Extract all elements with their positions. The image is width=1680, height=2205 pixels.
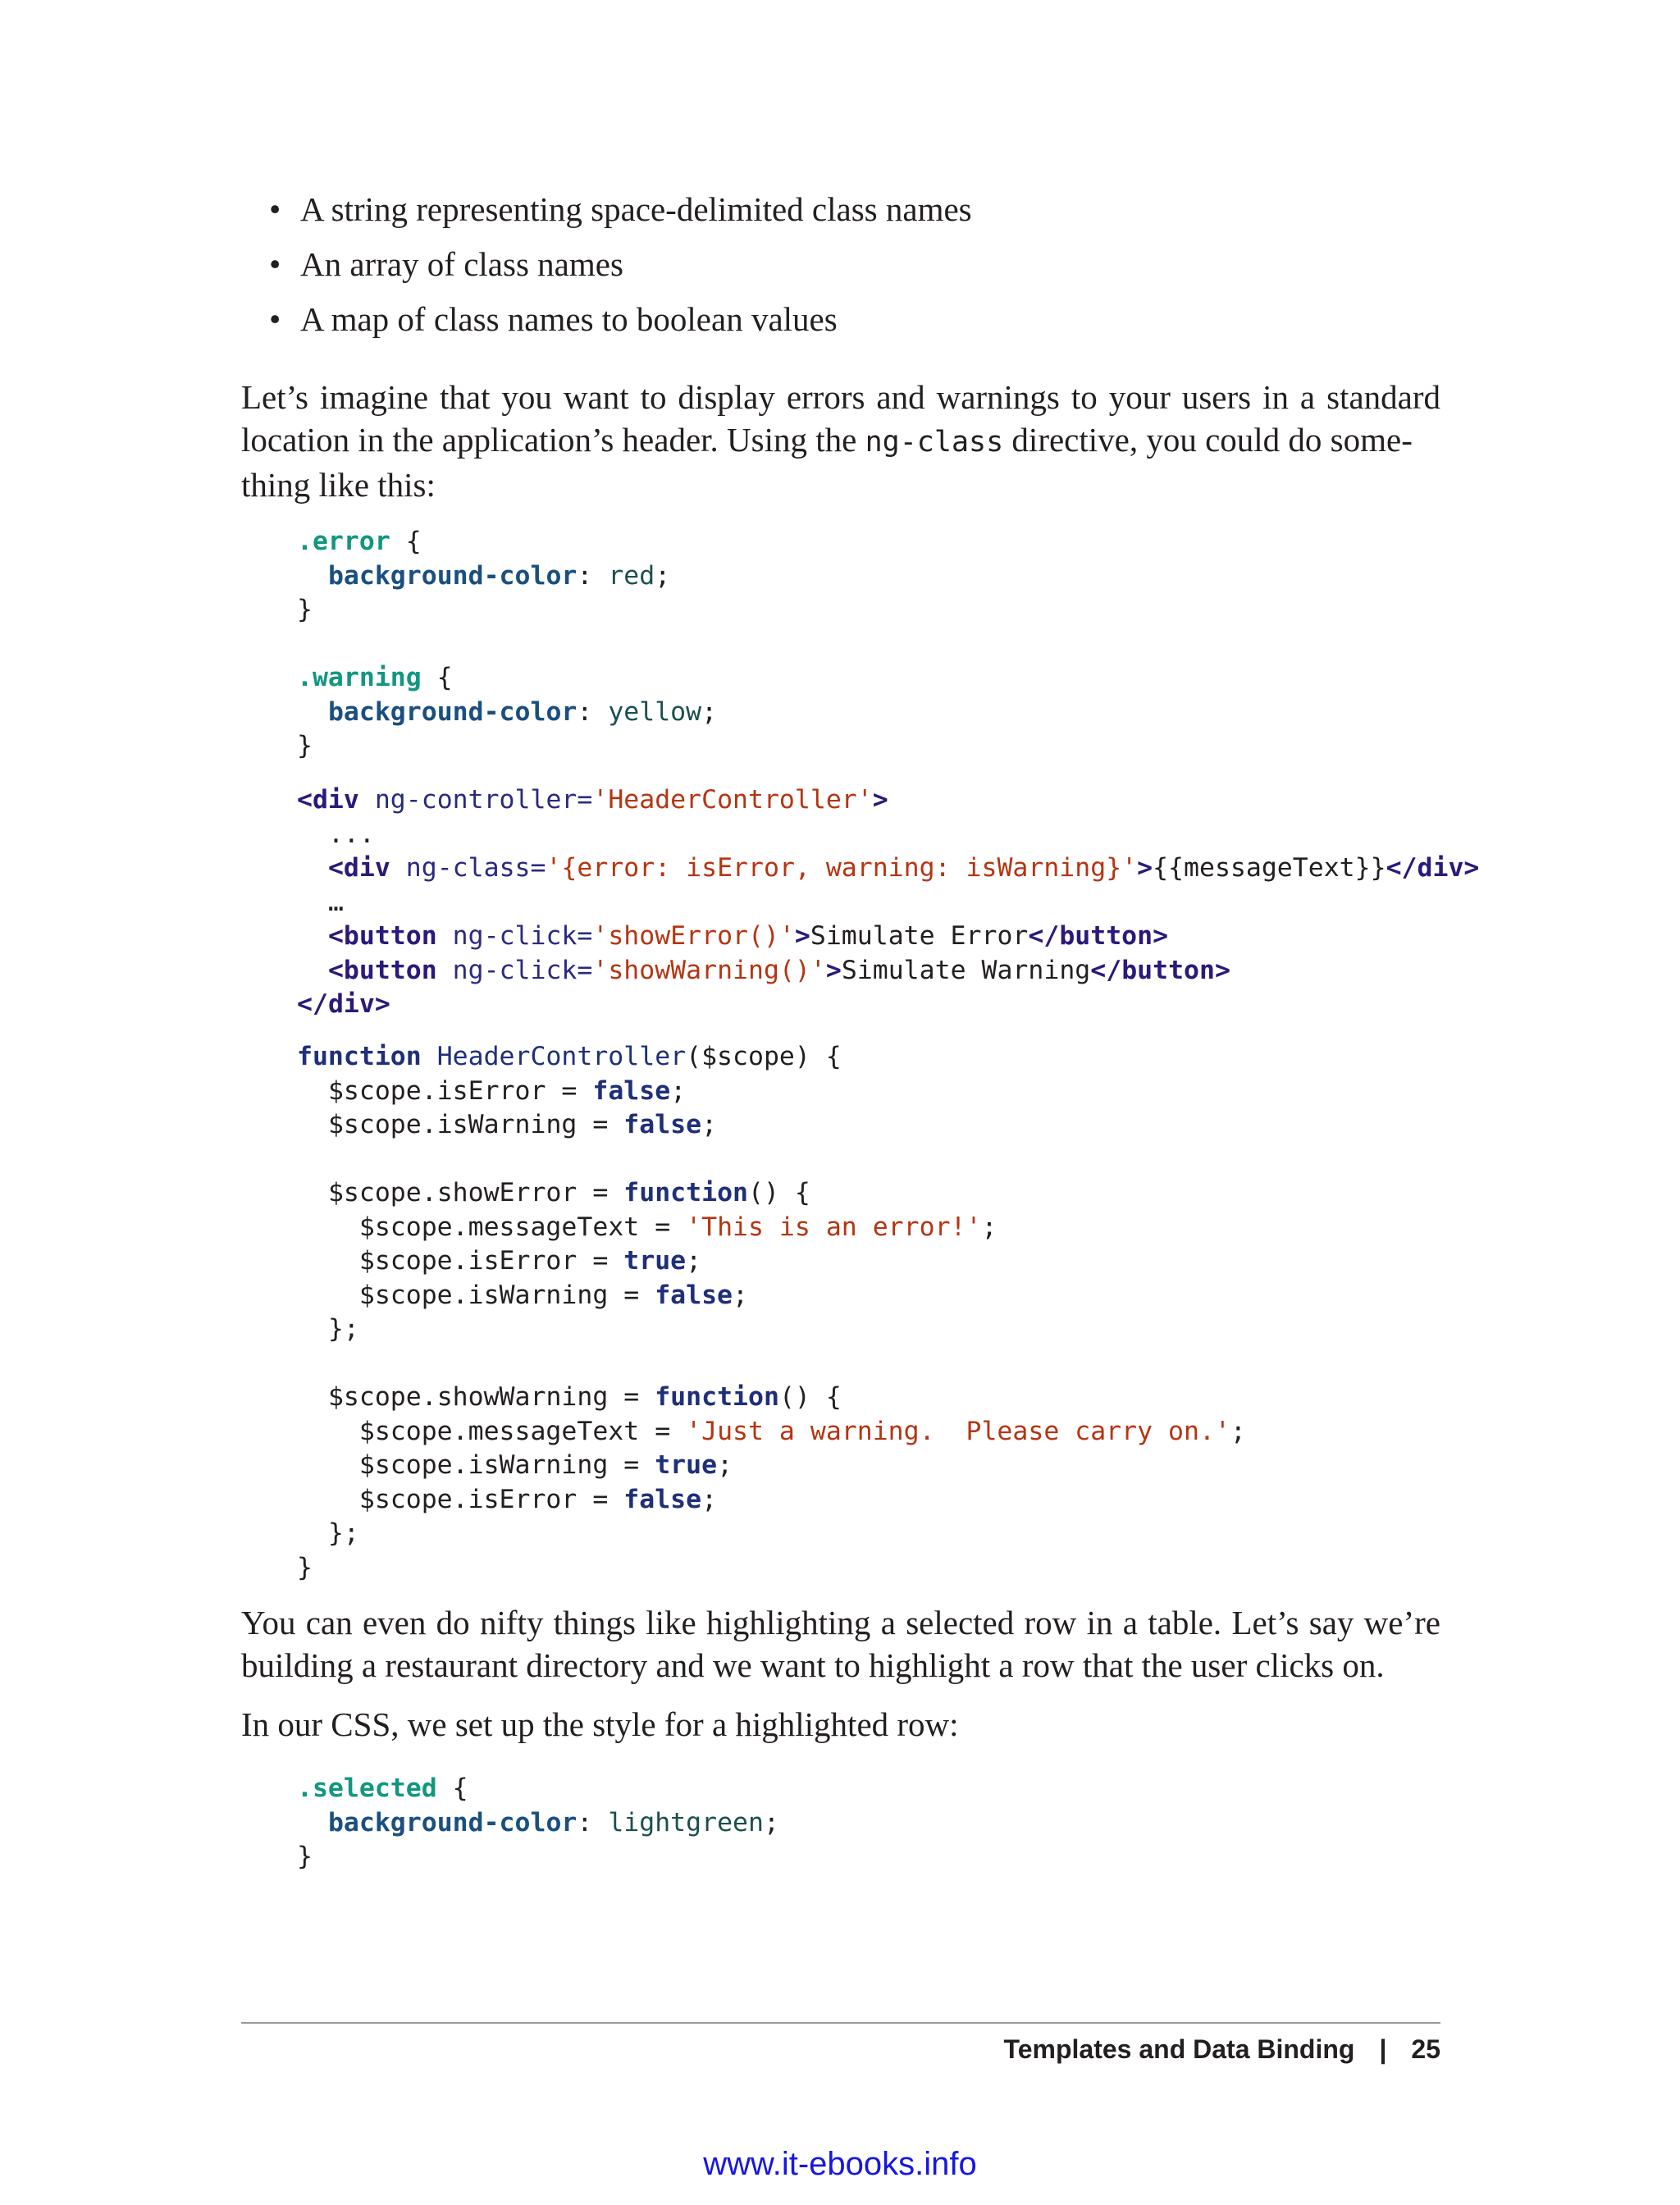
bullet-dot: • <box>269 245 281 283</box>
bullet-dot: • <box>269 190 281 228</box>
bullet-list <box>241 182 972 347</box>
list-item <box>241 292 972 347</box>
list-item <box>241 237 972 292</box>
list-item-text: A map of class names to boolean values <box>300 300 838 338</box>
page-number: 25 <box>1411 2034 1440 2064</box>
paragraph-highlight-row: You can even do nifty things like highlighting a selected row in a table. Let’s say we’re building a restaurant directory and we want to highlight a row that the user clicks on. <box>241 1604 1440 1684</box>
page-footer <box>1004 2031 1440 2067</box>
list-item-text: A string representing space-delimited class names <box>300 190 972 228</box>
code-block-html-template: <div ng-controller='HeaderController'> ... <div ng-class='{error: isError, warning: isWarning}'>{{messageText}}</div> … <button ng-click='showError()'>Simulate Error</button> <button ng-click='showWarning()'>Simulate Warning</button> </div> <box>297 785 1480 1019</box>
paragraph-css-setup: In our CSS, we set up the style for a highlighted row: <box>241 1705 959 1743</box>
code-block-selected-class: .selected { background-color: lightgreen; } <box>297 1774 779 1871</box>
code-block-css-classes: .error { background-color: red; } .warning { background-color: yellow; } <box>297 527 718 760</box>
footer-separator: | <box>1379 2034 1387 2064</box>
list-item-text: An array of class names <box>300 245 623 283</box>
bullet-dot: • <box>269 300 281 338</box>
watermark-link[interactable]: www.it-ebooks.info <box>703 2146 977 2182</box>
inline-code: ng-class <box>865 426 1004 459</box>
footer-section-title: Templates and Data Binding <box>1003 2034 1355 2064</box>
footer-divider <box>241 2022 1440 2024</box>
paragraph-ng-class-intro: Let’s imagine that you want to display errors and warnings to your users in a standard location in the application’s header. Using the ng-class directive, you could do some- thing like this: <box>241 378 1440 504</box>
code-block-controller: function HeaderController($scope) { $scope.isError = false; $scope.isWarning = false; $scope.showError = function() { $scope.messageText = 'This is an error!'; $scope.isError = true; $scope.isWarning = false; }; $scope.showWarning = function() { $scope.messageText = 'Just a warning. Please carry on.'; $scope.isWarning = true; $scope.isError = false; }; } <box>297 1042 1246 1582</box>
list-item <box>241 182 972 237</box>
